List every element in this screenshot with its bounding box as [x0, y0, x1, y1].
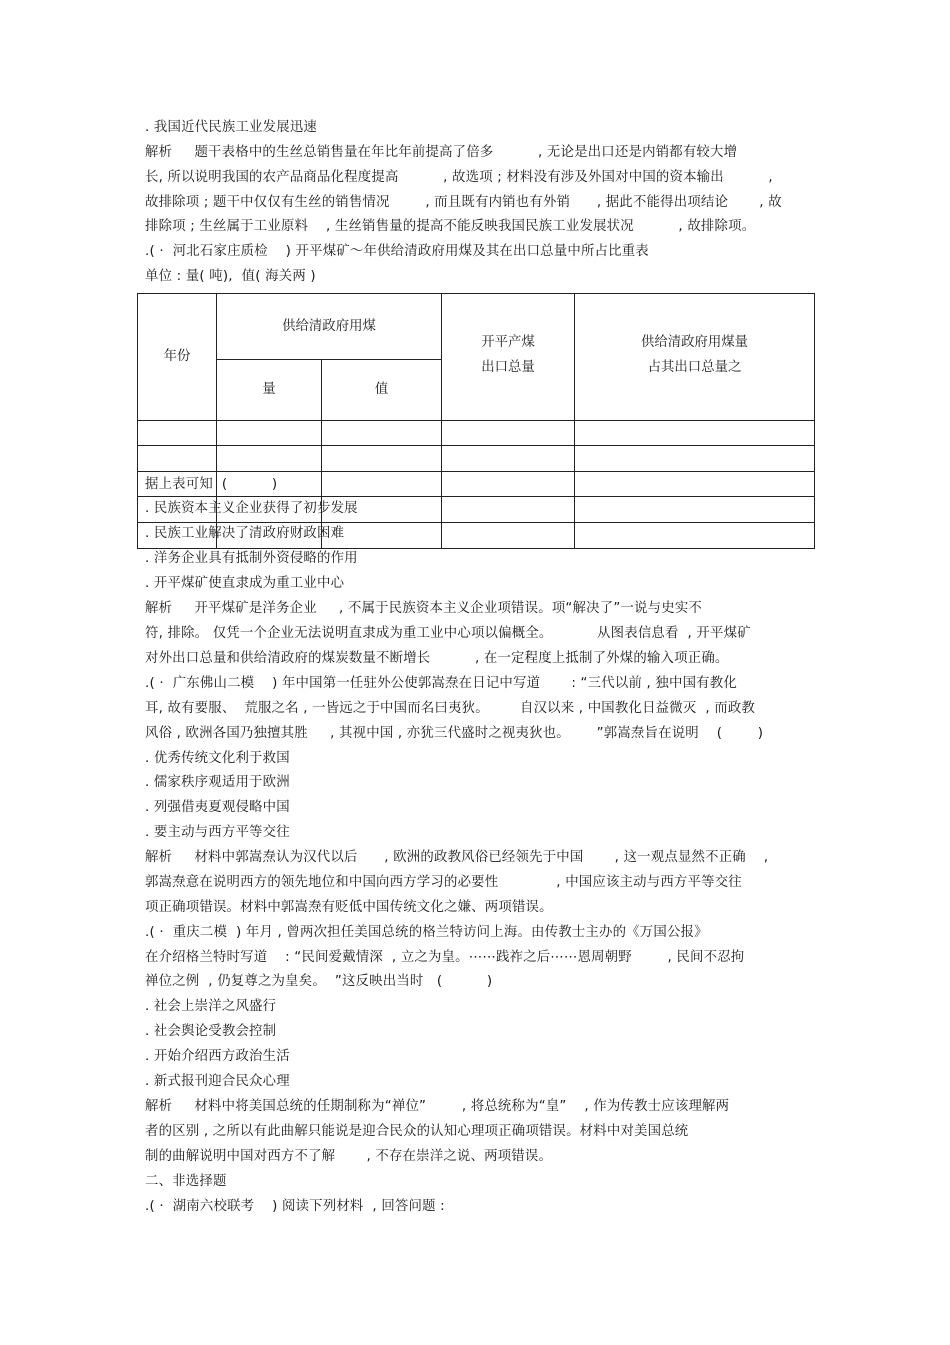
analysis-2-line-1: 解析 开平煤矿是洋务企业 , 不属于民族资本主义企业项错误。项“解决了”一说与史实不	[145, 601, 703, 616]
table-row	[138, 421, 815, 446]
question-grant-line-2: 在介绍格兰特时写道 : “民间爱戴情深 , 立之为皇。⋯⋯践祚之后⋯⋯恩周朝野 , 民间不忍拘	[145, 950, 745, 965]
question-grant-line-3: 禅位之例 , 仍复尊之为皇矣。 ”这反映出当时 ( )	[145, 974, 493, 989]
analysis-3-line-1: 解析 材料中郭嵩焘认为汉代以后 , 欧洲的政教风俗已经领先于中国 , 这一观点显然不正确 ,	[145, 850, 769, 865]
table-row	[138, 446, 815, 472]
option-b: . 社会舆论受教会控制	[145, 1024, 277, 1039]
table-unit-note: 单位 : 量( 吨), 值( 海关两 )	[145, 269, 316, 284]
option-a: . 民族资本主义企业获得了初步发展	[145, 501, 358, 516]
analysis-1-line-4: 排除项 ; 生丝属于工业原料 , 生丝销售量的提高不能反映我国民族工业发展状况 , 故排除项。	[145, 219, 756, 234]
option-a: . 社会上崇洋之风盛行	[145, 999, 277, 1014]
header-supply: 供给清政府用煤	[217, 294, 442, 360]
analysis-1-line-2: 长, 所以说明我国的农产品商品化程度提高 , 故选项 ; 材料没有涉及外国对中国的资本输出 ,	[145, 170, 773, 185]
analysis-2-line-2: 符, 排除。 仅凭一个企业无法说明直隶成为重工业中心项以偏概全。 从图表信息看 , 开平煤矿	[145, 626, 751, 641]
question-guo-line-3: 风俗 , 欧洲各国乃独擅其胜 , 其视中国 , 亦犹三代盛时之视夷狄也。 ”郭嵩焘旨在说明 ( )	[145, 726, 764, 741]
analysis-4-line-3: 制的曲解说明中国对西方不了解 , 不存在崇洋之说、两项错误。	[145, 1149, 553, 1164]
question-grant-line-1: .( · 重庆二模 ) 年月 , 曾两次担任美国总统的格兰特访问上海。由传教士主办的《万国公报》	[145, 925, 708, 940]
header-value: 值	[322, 360, 442, 421]
section-heading-non-choice: 二、非选择题	[145, 1174, 227, 1189]
header-quantity: 量	[217, 360, 322, 421]
option-c: . 洋务企业具有抵制外资侵略的作用	[145, 551, 358, 566]
analysis-3-line-3: 项正确项错误。材料中郭嵩焘有贬低中国传统文化之嫌、两项错误。	[145, 900, 553, 915]
option-c: . 列强借夷夏观侵略中国	[145, 800, 290, 815]
question-hunan: .( · 湖南六校联考 ) 阅读下列材料 , 回答问题 :	[145, 1199, 445, 1214]
analysis-3-line-2: 郭嵩焘意在说明西方的领先地位和中国向西方学习的必要性 , 中国应该主动与西方平等交往	[145, 875, 742, 890]
option-d-prev: . 我国近代民族工业发展迅速	[145, 120, 317, 135]
question-guo-line-2: 耳, 故有要服、 荒服之名 , 一皆远之于中国而名曰夷狄。 自汉以来 , 中国教化日益微灭 , 而政教	[145, 701, 756, 716]
question-prompt: 据上表可知 ( )	[145, 477, 278, 492]
analysis-4-line-2: 者的区别 , 之所以有此曲解只能说是迎合民众的认知心理项正确项错误。材料中对美国总统	[145, 1124, 689, 1139]
analysis-4-line-1: 解析 材料中将美国总统的任期制称为“禅位” , 将总统称为“皇” , 作为传教士应该理解两	[145, 1099, 730, 1114]
question-kaiping-title: .( · 河北石家庄质检 ) 开平煤矿～年供给清政府用煤及其在出口总量中所占比重表	[145, 244, 649, 259]
analysis-2-line-3: 对外出口总量和供给清政府的煤炭数量不断增长 , 在一定程度上抵制了外煤的输入项正确。	[145, 651, 729, 666]
header-ratio: 供给清政府用煤量 占其出口总量之	[575, 294, 815, 421]
option-d: . 新式报刊迎合民众心理	[145, 1074, 290, 1089]
analysis-1-line-3: 故排除项 ; 题干中仅仅有生丝的销售情况 , 而且既有内销也有外销 , 据此不能得出项结论 , 故	[145, 195, 782, 210]
option-b: . 民族工业解决了清政府财政困难	[145, 526, 345, 541]
analysis-1-line-1: 解析 题干表格中的生丝总销售量在年比年前提高了倍多 , 无论是出口还是内销都有较大增	[145, 145, 738, 160]
option-b: . 儒家秩序观适用于欧洲	[145, 775, 290, 790]
option-c: . 开始介绍西方政治生活	[145, 1049, 290, 1064]
question-guo-line-1: .( · 广东佛山二模 ) 年中国第一任驻外公使郭嵩焘在日记中写道 : “三代以前 , 独中国有教化	[145, 676, 737, 691]
header-export-total: 开平产煤 出口总量	[442, 294, 575, 421]
option-a: . 优秀传统文化利于救国	[145, 751, 290, 766]
option-d: . 开平煤矿使直隶成为重工业中心	[145, 576, 345, 591]
option-d: . 要主动与西方平等交往	[145, 825, 290, 840]
header-year: 年份	[138, 294, 217, 421]
